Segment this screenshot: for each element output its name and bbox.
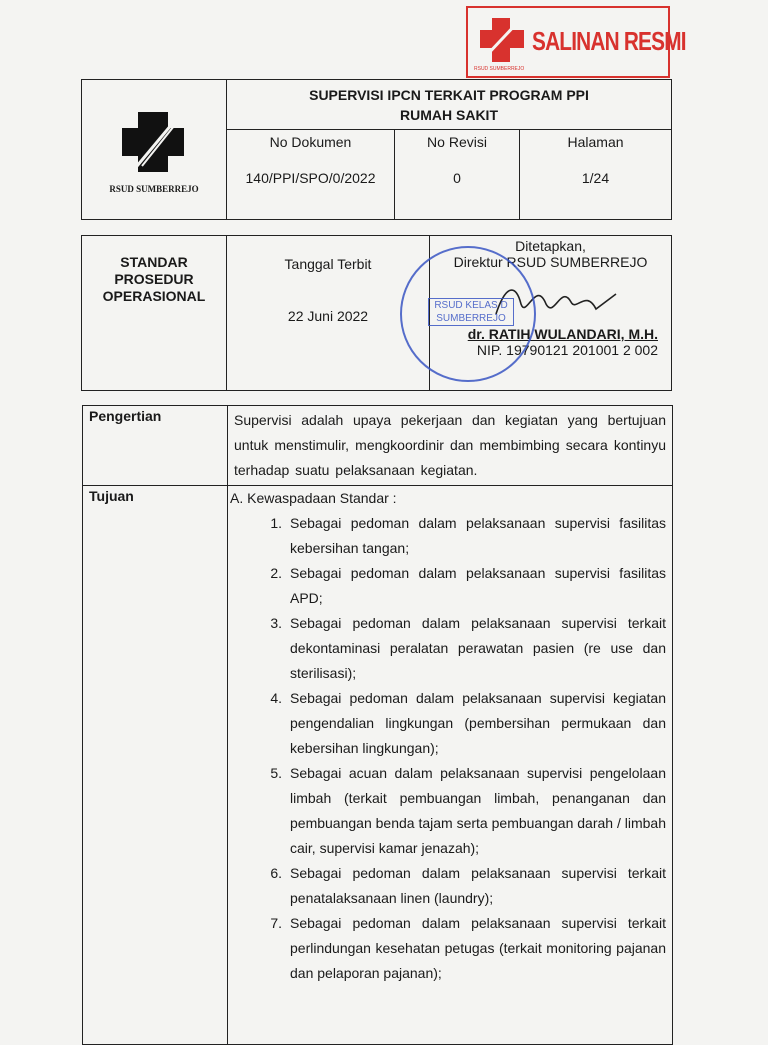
page-cell — [520, 130, 672, 220]
list-item-text: Sebagai pedoman dalam pelaksanaan supervisi fasilitas APD; — [290, 565, 666, 606]
logo-cell — [82, 80, 227, 220]
sop-label-3: OPERASIONAL — [102, 288, 206, 304]
list-item-text: Sebagai pedoman dalam pelaksanaan supervisi terkait dekontaminasi peralatan perawatan pasien (re use dan sterilisasi); — [290, 615, 666, 681]
title-line-2: RUMAH SAKIT — [400, 106, 498, 123]
list-item-text: Sebagai pedoman dalam pelaksanaan supervisi fasilitas kebersihan tangan; — [290, 515, 666, 556]
revision-cell — [395, 130, 520, 220]
list-item-text: Sebagai pedoman dalam pelaksanaan supervisi terkait perlindungan kesehatan petugas (terkait monitoring pajanan dan pelaporan pajanan); — [290, 915, 666, 981]
official-copy-stamp — [466, 6, 686, 78]
doc-number-cell — [227, 130, 395, 220]
sop-info-table — [81, 235, 672, 391]
tujuan-label: Tujuan — [83, 486, 228, 1045]
revision-label: No Revisi — [427, 134, 487, 150]
document-title — [227, 80, 672, 130]
list-item-text: Sebagai pedoman dalam pelaksanaan supervisi terkait penatalaksanaan linen (laundry); — [290, 865, 666, 906]
revision-value: 0 — [453, 170, 461, 186]
section-a-heading: A. Kewaspadaan Standar : — [230, 490, 397, 506]
tujuan-content — [228, 486, 673, 1045]
page-label: Halaman — [567, 134, 624, 150]
list-item — [230, 611, 672, 686]
list-item-number: 1. — [270, 515, 282, 531]
list-item-number: 4. — [270, 690, 282, 706]
issue-date-value: 22 Juni 2022 — [287, 308, 369, 324]
list-item-number: 7. — [270, 915, 282, 931]
hospital-logo-icon — [476, 14, 528, 66]
document-header-table — [81, 79, 672, 220]
sop-label-2: PROSEDUR — [114, 271, 194, 287]
content-table — [82, 405, 673, 1045]
seal-text: RSUD KELAS D SUMBERREJO — [428, 298, 514, 326]
title-line-1: SUPERVISI IPCN TERKAIT PROGRAM PPI — [309, 86, 589, 103]
list-item — [230, 561, 672, 611]
sop-label-cell — [82, 236, 227, 391]
doc-number-value: 140/PPI/SPO/0/2022 — [245, 170, 376, 186]
pengertian-label: Pengertian — [83, 406, 228, 486]
director-name: dr. RATIH WULANDARI, M.H. — [467, 326, 658, 342]
list-item-number: 6. — [270, 865, 282, 881]
list-item-number: 2. — [270, 565, 282, 581]
issue-date-label: Tanggal Terbit — [284, 256, 372, 272]
list-item-text: Sebagai pedoman dalam pelaksanaan supervisi kegiatan pengendalian lingkungan (pembersihan permukaan dan kebersihan lingkungan); — [290, 690, 666, 756]
director-title: Direktur RSUD SUMBERREJO — [453, 254, 648, 270]
hospital-logo-icon — [114, 106, 194, 182]
list-item — [230, 511, 672, 561]
tujuan-list — [230, 511, 672, 986]
list-item — [230, 686, 672, 761]
hospital-seal-stamp — [400, 246, 536, 382]
page-value: 1/24 — [581, 170, 610, 186]
pengertian-text: Supervisi adalah upaya pekerjaan dan kegiatan yang bertujuan untuk menstimulir, mengkoordinir dan membimbing secara kontinyu terhadap suatu pelaksanaan kegiatan. — [228, 406, 673, 486]
director-nip: NIP. 19790121 201001 2 002 — [476, 342, 658, 358]
stamp-text: SALINAN RESMI — [532, 26, 686, 56]
org-name: RSUD SUMBERREJO — [109, 183, 199, 194]
list-item — [230, 861, 672, 911]
list-item-text: Sebagai acuan dalam pelaksanaan supervisi pengelolaan limbah (terkait pembuangan limbah, penanganan dan pembuangan benda tajam serta pembuangan darah / limbah cair, supervisi kamar jenazah); — [290, 765, 666, 856]
stamp-sub: RSUD SUMBERREJO — [474, 66, 525, 72]
doc-number-label: No Dokumen — [269, 134, 352, 150]
list-item — [230, 911, 672, 986]
sop-label-1: STANDAR — [120, 254, 188, 270]
set-label: Ditetapkan, — [515, 238, 586, 254]
list-item-number: 3. — [270, 615, 282, 631]
list-item — [230, 761, 672, 861]
list-item-number: 5. — [270, 765, 282, 781]
